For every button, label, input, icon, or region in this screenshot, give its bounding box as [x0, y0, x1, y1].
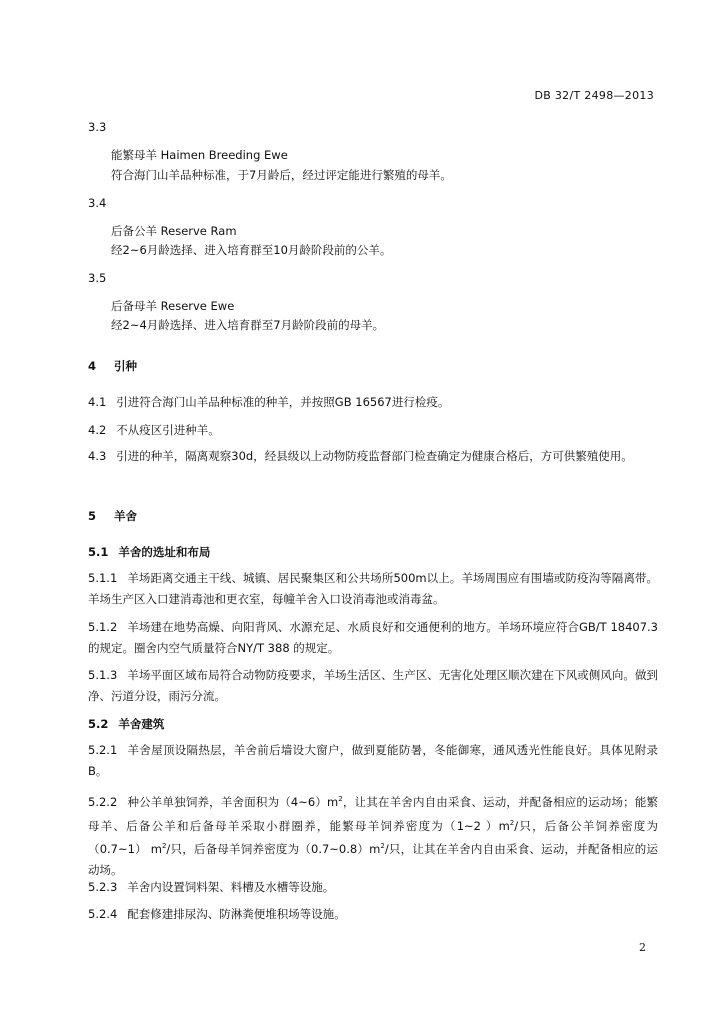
clause-number: 3.4 [88, 196, 107, 210]
clause [88, 740, 658, 782]
clause [88, 446, 658, 467]
term-title: 后备母羊 Reserve Ewe [111, 299, 235, 313]
clause [88, 906, 346, 922]
clause-number: 4.1 [88, 395, 107, 409]
clause-text: 配套修建排尿沟、防淋粪便堆积场等设施。 [127, 907, 346, 921]
section-title: 引种 [114, 359, 137, 373]
clause-number: 5.1.2 [88, 620, 118, 634]
clause-number: 5.2.1 [88, 743, 118, 757]
clause-number: 5.1.3 [88, 668, 118, 682]
clause [88, 422, 220, 438]
term-title: 能繁母羊 Haimen Breeding Ewe [111, 148, 288, 162]
clause-text: 引进符合海门山羊品种标准的种羊，并按照GB 16567进行检疫。 [116, 395, 450, 409]
clause-text: 羊舍屋顶设隔热层，羊舍前后墙设大窗户，做到夏能防暑，冬能御寒，通风透光性能良好。具体见附录B。 [88, 743, 658, 778]
term-title: 后备公羊 Reserve Ram [111, 224, 237, 238]
subsection-heading [88, 716, 164, 732]
standard-number: DB 32/T 2498—2013 [534, 89, 654, 102]
term-definition: 经2~4月龄选择、进入培育群至7月龄阶段前的母羊。 [111, 318, 385, 332]
clause [88, 394, 449, 410]
clause [88, 617, 658, 659]
clause [88, 568, 658, 610]
clause-text: 羊场建在地势高燥、向阳背风、水源充足、水质良好和交通便利的地方。羊场环境应符合GB/T 18407.3的规定。圈舍内空气质量符合NY/T 388 的规定。 [88, 620, 658, 655]
clause-number: 4.2 [88, 423, 107, 437]
clause-text: 种公羊单独饲养，羊舍面积为$(4\sim 6)m^2$，让其在羊舍内自由采食、运动，并配备相应的运动场；能繁母羊、后备公羊和后备母羊采取小群圈养，能繁母羊饲养密度为（1~2 ）$m^2/$只，后备公羊饲养密度为（0.7~1） $m^2/$只，后备母羊饲养密度为$(0.7\sim 0.8)m^2/$只，让其在羊舍内自由采食、运动，并配备相应的运动场。 [88, 794, 659, 878]
clause-number: 3.5 [88, 271, 107, 285]
clause-number: 5.2.4 [88, 907, 118, 921]
term-definition: 符合海门山羊品种标准，于7月龄后，经过评定能进行繁殖的母羊。 [111, 168, 452, 182]
clause-number: 5.2.2 [88, 794, 118, 809]
clause-number: 5.2.3 [88, 880, 118, 894]
section-number: 4 [88, 359, 97, 373]
clause [88, 879, 334, 895]
subsection-title: 羊舍建筑 [118, 717, 165, 731]
clause-text: 羊舍内设置饲料架、料槽及水槽等设施。 [127, 880, 335, 894]
clause [88, 665, 658, 707]
term-definition: 经2~6月龄选择、进入培育群至10月龄阶段前的公羊。 [111, 243, 392, 257]
section-heading [88, 508, 137, 524]
clause-number: 4.3 [88, 449, 107, 463]
section-title: 羊舍 [114, 509, 137, 523]
subsection-number: 5.2 [88, 717, 109, 731]
subsection-number: 5.1 [88, 545, 109, 559]
page-number: 2 [639, 941, 646, 954]
clause-number: 5.1.1 [88, 571, 118, 585]
clause-number: 3.3 [88, 120, 107, 134]
subsection-title: 羊舍的选址和布局 [118, 545, 211, 559]
subsection-heading [88, 544, 210, 560]
section-heading [88, 358, 137, 374]
section-number: 5 [88, 509, 97, 523]
clause-text: 羊场距离交通主干线、城镇、居民聚集区和公共场所500m以上。羊场周围应有围墙或防疫沟等隔离带。羊场生产区入口建消毒池和更衣室，每幢羊舍入口设消毒池或消毒盆。 [88, 571, 658, 606]
clause [88, 789, 658, 881]
clause-text: 引进的种羊，隔离观察30d，经县级以上动物防疫监督部门检查确定为健康合格后，方可供繁殖使用。 [116, 449, 633, 463]
clause-text: 羊场平面区域布局符合动物防疫要求，羊场生活区、生产区、无害化处理区顺次建在下风或侧风向。做到净、污道分设，雨污分流。 [88, 668, 658, 703]
clause-text: 不从疫区引进种羊。 [116, 423, 220, 437]
